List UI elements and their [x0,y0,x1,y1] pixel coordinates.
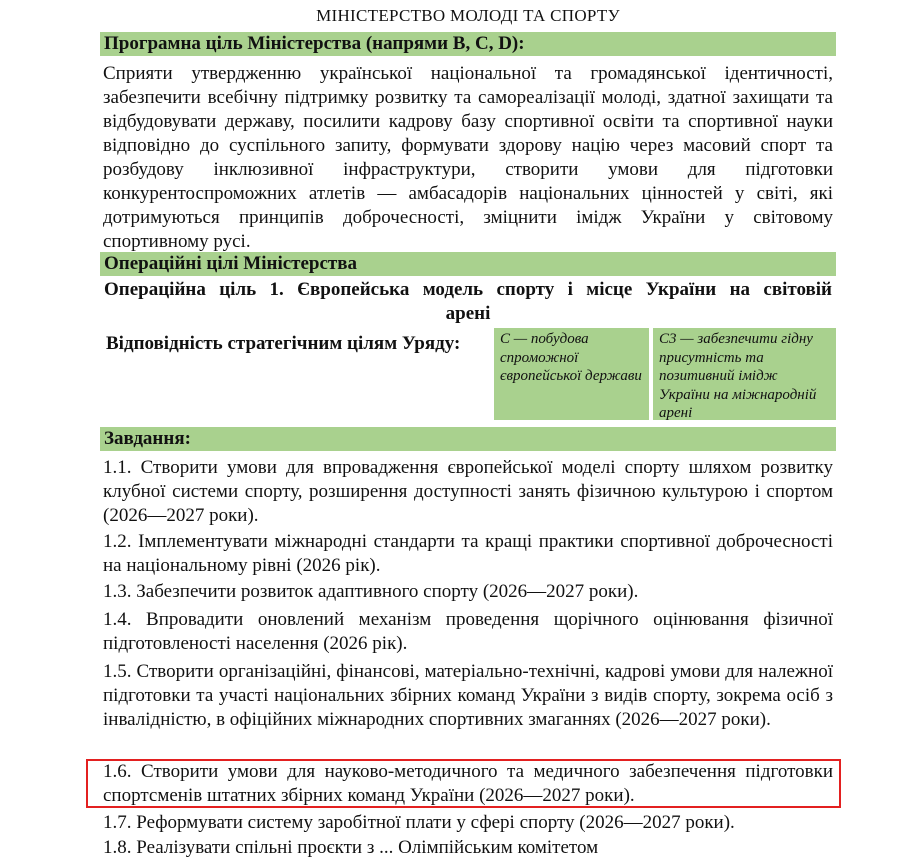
operational-goals-heading: Операційні цілі Міністерства [100,252,836,276]
program-goal-heading: Програмна ціль Міністерства (напрями B, C, D): [100,32,836,56]
task-item-1-2: 1.2. Імплементувати міжнародні стандарти та кращі практики спортивної доброчесності на національному рівні (2026 рік). [103,531,833,576]
government-goal-box-c: С — побудова спроможної європейської держави [494,328,649,420]
task-1-6-highlight-frame [86,759,841,808]
task-item-1-6: 1.6. Створити умови для науково-методичного та медичного забезпечення підготовки спортсменів штатних збірних команд України (2026—2027 роки). [103,761,833,806]
task-item-1-3: 1.3. Забезпечити розвиток адаптивного спорту (2026—2027 роки). [103,581,639,602]
task-item-1-5: 1.5. Створити організаційні, фінансові, матеріально-технічні, кадрові умови для належної підготовки та участі національних збірних команд України з видів спорту, зокрема осіб з інвалідністю, в офіційних міжнародних спортивних змаганнях (2026—2027 роки). [103,661,833,730]
operational-goal-1-line1: Операційна ціль 1. Європейська модель спорту і місце України на світовій [104,279,832,300]
ministry-title: МІНІСТЕРСТВО МОЛОДІ ТА СПОРТУ [316,6,620,25]
government-goal-box-c3: С3 — забезпечити гідну присутність та позитивний імідж України на міжнародній арені [653,328,836,420]
task-item-1-1: 1.1. Створити умови для впровадження європейської моделі спорту шляхом розвитку клубної системи спорту, розширення доступності занять фізичною культурою і спортом (2026—2027 роки). [103,457,833,526]
task-item-1-4: 1.4. Впровадити оновлений механізм проведення щорічного оцінювання фізичної підготовленості населення (2026 рік). [103,609,833,654]
operational-goal-1 [100,278,836,326]
tasks-heading: Завдання: [100,427,836,451]
task-item-1-8: 1.8. Реалізувати спільні проєкти з ... Олімпійським комітетом [103,837,599,858]
task-item-1-7: 1.7. Реформувати систему заробітної плати у сфері спорту (2026—2027 роки). [103,812,735,833]
program-goal-text: Сприяти утвердженню української національної та громадянської ідентичності, забезпечити всебічну підтримку розвитку та самореалізації молоді, здатної захищати та відбудовувати державу, посилити кадрову базу спортивної освіти та спортивної науки відповідно до суспільного запиту, формувати здорову націю через масовий спорт та розбудову інклюзивної інфраструктури, створити умови для підготовки конкурентоспроможних атлетів — амбасадорів національних цінностей у світі, які дотримуються принципів доброчесності, зміцнити імідж України у світовому спортивному русі. [103,63,833,252]
operational-goal-1-line2: арені [445,303,491,324]
government-goals-compliance-label: Відповідність стратегічним цілям Уряду: [106,333,461,354]
